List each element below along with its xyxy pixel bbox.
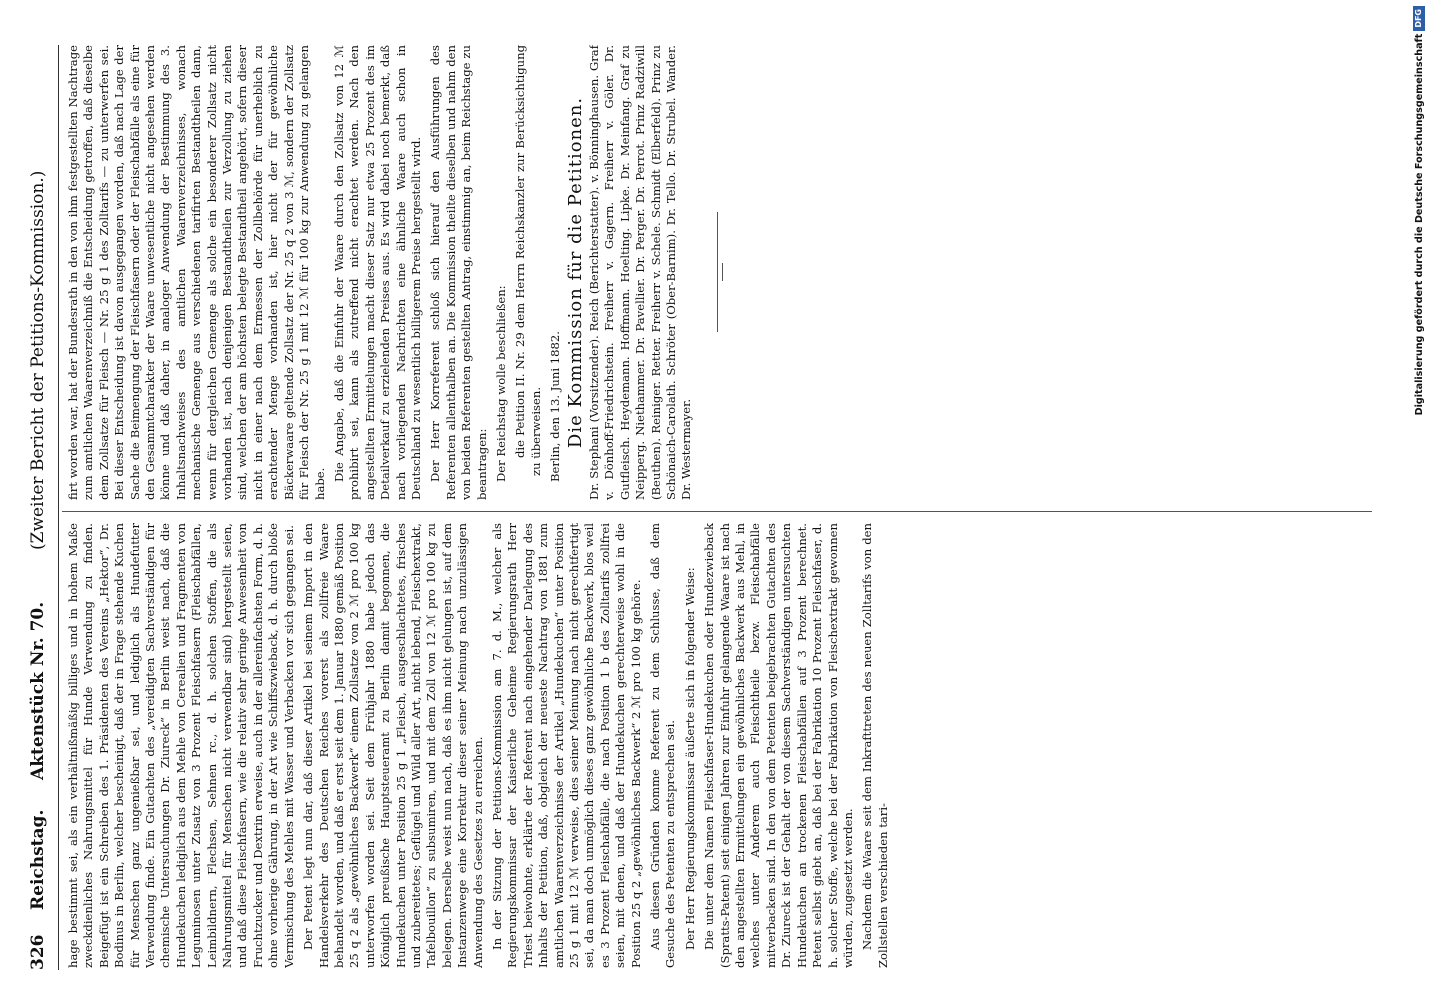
paragraph: hage bestimmt sei, als ein verhältnißmäßig billiges und in hohem Maße zweckdienliches Nahrungsmittel für Hunde Verwendung zu finden. Beigefügt ist ein Schreiben des 1. Präsidenten des Vereins „Hektor“, Dr. Bodinus in Berlin, welcher bescheinigt, daß der in Frage stehende Kuchen für Menschen ganz ungenießbar sei, und lediglich als Hundefutter Verwendung finde. Ein Gutachten des „vereidigten Sachverständigen für chemische Untersuchungen Dr. Ziureck“ in Berlin weist nach, daß die Hundekuchen lediglich aus dem Mehle von Cerealien und Fragmenten von Leguminosen unter Zusatz von 3 Prozent Fleischfasern (Fleischabfällen, Leimbildnern, Flechsen, Sehnen rc., d. h. solchen Stoffen, die als Nahrungsmittel für Menschen nicht verwendbar sind) hergestellt seien, und daß diese Fleischfasern, wie die relativ sehr geringe Anwesenheit von Fruchtzucker und Dextrin erweise, auch in der allereinfachsten Form, d. h. ohne vorherige Gährung, in der Art wie Schiffszwieback, d. h. durch bloße Vermischung des Mehles mit Wasser und Verbacken vor sich gegangen sei. [66,523,296,968]
left-column [66,523,1376,968]
paragraph: Der Herr Regierungskommissar äußerte sich in folgender Weise: [682,567,697,950]
paragraph: Der Petent legt nun dar, daß dieser Artikel bei seinem Import in den Handelsverkehr des Deutschen Reiches vorerst als zollfreie Waare behandelt worden, und daß er erst seit dem 1. Januar 1880 gemäß Position 25 q 2 als „gewöhnliches Backwerk“ einem Zollsatze von 2 ℳ pro 100 kg unterworfen worden sei. Seit dem Frühjahr 1880 habe jedoch das Königlich preußische Hauptsteueramt zu Berlin damit begonnen, die Hundekuchen unter Position 25 g 1 „Fleisch, ausgeschlachtetes, frisches und zubereitetes; Geflügel und Wild aller Art, nicht lebend, Fleischextrakt, Tafelbouillon“ zu subsumiren, und mit dem Zoll von 12 ℳ pro 100 kg zu belegen. Derselbe weist nun nach, daß es ihm nicht gelungen ist, auf dem Instanzenwege eine Korrektur dieser seiner Meinung nach unzulässigen Anwendung des Gesetzes zu erreichen. [301,523,485,968]
paragraph: die Petition II. Nr. 29 dem Herrn Reichskanzler zur Berücksichtigung zu überweisen. [513,45,543,476]
paragraph: Aus diesen Gründen komme Referent zu dem Schlusse, daß dem Gesuche des Petenten zu entsprechen sei. [648,523,678,968]
header-document: Aktenstück Nr. 70. [28,601,48,780]
paragraph: Der Herr Korreferent schloß sich hierauf den Ausführungen des Referenten allenthalben an. Die Kommission theilte dieselben und nahm den von beiden Referenten gestellten Antrag, einstimmig an, beim Reichstage zu beantragen: [428,45,489,500]
header-rule [58,45,59,970]
paragraph: Die unter dem Namen Fleischfaser-Hundekuchen oder Hundezwieback (Spratts-Patent) seit einigen Jahren zur Einfuhr gelangende Waare ist nach den angestellten Ermittelungen ein gewöhnliches Backwerk aus Mehl, in welches unter Anderem auch Fleischtheile bezw. Fleischabfälle mitverbacken sind. In den von dem Petenten beigebrachten Gutachten des Dr. Ziureck ist der Gehalt der von diesem Sachverständigen untersuchten Hundekuchen an trockenen Fleischabfällen auf 3 Prozent berechnet. Petent selbst giebt an, daß bei der Fabrikation 10 Prozent Fleischfaser, d. h. solcher Stoffe, welche bei der Fabrikation von Fleischextrakt gewonnen würden, zugesetzt werden. [702,523,855,968]
dfg-logo: DFG [1413,6,1425,31]
commission-heading: Die Kommission für die Petitionen. [564,96,586,449]
closing-dash [722,264,723,282]
paragraph: In der Sitzung der Petitions-Kommission am 7. d. M., welcher als Regierungskommissar der Kaiserliche Geheime Regierungsrath Herr Triest beiwohnte, erklärte der Referent nach eingehender Darlegung des Inhalts der Petition, daß, obgleich der neueste Nachtrag von 1881 zum amtlichen Waarenverzeichnisse der Artikel „Hundekuchen“ unter Position 25 g 1 mit 12 ℳ verweise, dies seiner Meinung nach nicht gerechtfertigt sei, da man doch unmöglich dieses ganz gewöhnliche Backwerk, blos weil es 3 Prozent Fleischabfälle, die nach Position 1 b des Zolltarifs zollfrei seien, mit denen, und daß der Hundekuchen gerechterweise wohl in die Position 25 q 2 „gewöhnliches Backwerk“ 2 ℳ pro 100 kg gehöre. [489,523,643,968]
header-title: (Zweiter Bericht der Petitions-Kommission.) [28,170,48,550]
closing-rule [717,213,718,333]
paragraph: firt worden war, hat der Bundesrath in den von ihm festgestellten Nachtrage zum amtlichen Waarenverzeichniß die Entscheidung getroffen, daß dieselbe dem Zollsatze für Fleisch — Nr. 25 g 1 des Zolltarifs — zu unterwerfen sei. Bei dieser Entscheidung ist davon ausgegangen worden, daß nach Lage der Sache die Beimengung der Fleischfasern oder der Fleischabfälle als eine für den Gesammtcharakter der Waare unwesentliche nicht angesehen werden könne und daß daher, in analoger Anwendung der Bestimmung des 3. Inhaltsnachweises des amtlichen Waarenverzeichnisses, wonach mechanische Gemenge aus verschiedenen tarifirten Bestandtheilen dann, wenn für dergleichen Gemenge als solche ein besonderer Zollsatz nicht vorhanden ist, nach denjenigen Bestandtheilen zur Verzollung zu ziehen sind, welchen der am höchsten belegte Bestandtheil angehört, sofern dieser nicht in einer nach dem Ermessen der Zollbehörde für unerheblich zu erachtender Menge vorhanden ist, hier nicht der für gewöhnliche Bäckerwaare geltende Zollsatz der Nr. 25 q 2 von 3 ℳ, sondern der Zollsatz für Fleisch der Nr. 25 g 1 mit 12 ℳ für 100 kg zur Anwendung zu gelangen habe. [66,45,327,500]
paragraph: Der Reichstag wolle beschließen: [493,285,508,482]
paragraph: Die Angabe, daß die Einfuhr der Waare durch den Zollsatz von 12 ℳ prohibirt sei, kann als zutreffend nicht erachtet werden. Nach den angestellten Ermittelungen macht dieser Satz nur etwa 25 Prozent des im Detailverkauf zu erzielenden Preises aus. Es wird dabei noch bemerkt, daß nach vorliegenden Nachrichten eine ähnliche Waare auch schon in Deutschland zu wesentlich billigerem Preise hergestellt wird. [331,45,423,500]
digitization-credit [1408,0,1432,1000]
date-line: Berlin, den 13. Juni 1882. [548,331,563,482]
header-source: Reichstag. [28,809,48,910]
credit-text: Digitalisierung gefördert durch die Deutsche Forschungsgemeinschaft [1414,33,1425,416]
paragraph: Nachdem die Waare seit dem Inkrafttreten des neuen Zolltarifs von den Zollstellen verschieden tari- [860,523,890,968]
commission-members: Dr. Stephani (Vorsitzender). Reich (Berichterstatter). v. Bönninghausen. Graf v. Dönhoff-Friedrichstein. Freiherr v. Gagern. Freiherr v. Göler. Dr. Gutfleisch. Heydemann. Hoffmann. Hoelting. Lipke. Dr. Meinfang. Graf zu Neipperg. Niethammer. Dr. Pavellier. Dr. Perger. Dr. Perrot. Prinz Radziwill (Beuthen). Reiniger. Retter. Freiherr v. Schele. Schmidt (Elberfeld). Prinz zu Schönaich-Carolath. Schröter (Ober-Barnim). Dr. Tello. Dr. Strubel. Wander. Dr. Westermayer. [587,45,694,500]
page-number: 326 [28,934,48,970]
column-divider [62,511,1372,512]
page-header [28,40,58,970]
right-column [66,45,1376,500]
